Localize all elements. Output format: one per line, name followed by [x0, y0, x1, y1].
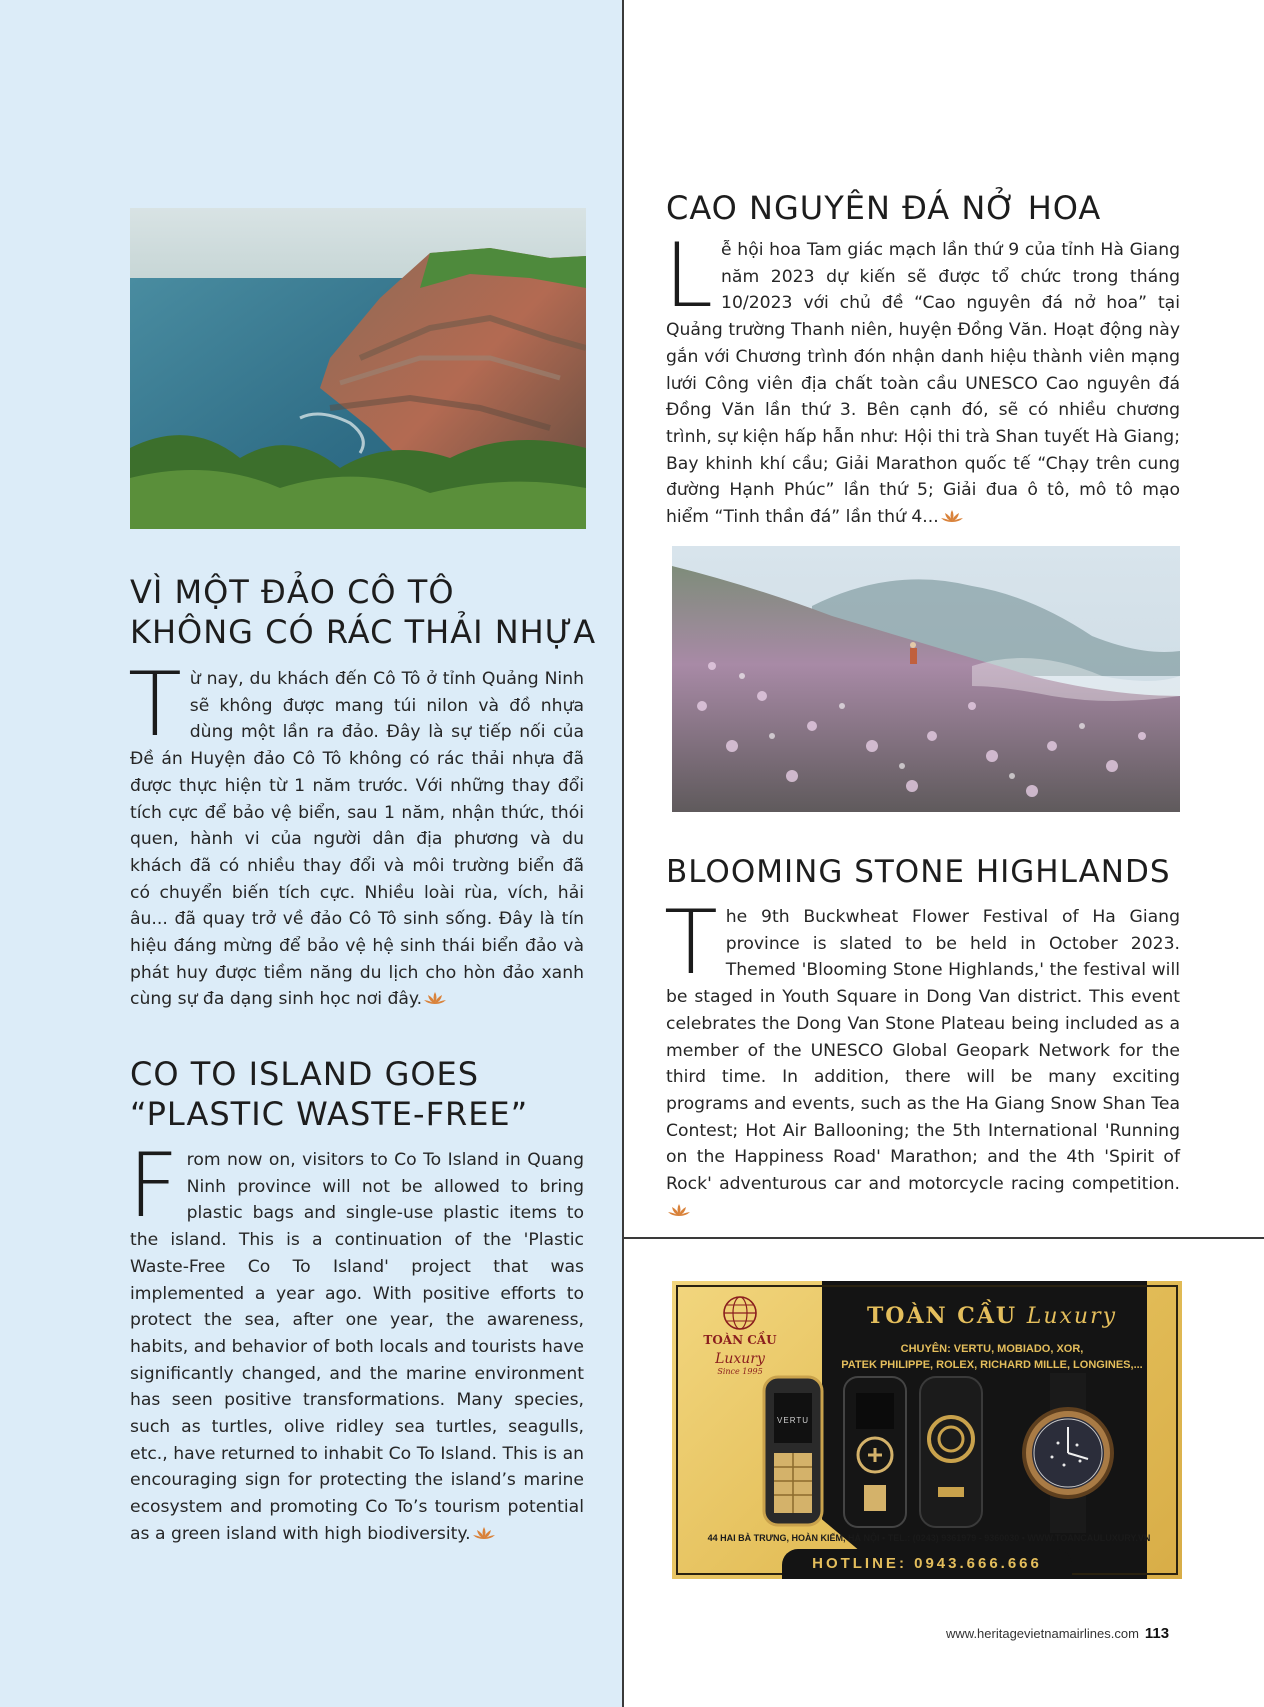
lotus-icon [473, 1526, 495, 1540]
ad-brand-script: Luxury [1026, 1304, 1118, 1329]
lotus-icon [941, 509, 963, 523]
cao-nguyen-heading: CAO NGUYÊN ĐÁ NỞ HOA [666, 189, 1102, 227]
blooming-stone-body [664, 891, 1180, 1224]
co-to-en-heading [130, 1054, 600, 1134]
co-to-en-dropcap: F [128, 1134, 179, 1237]
vertu-label: VERTU [777, 1416, 809, 1425]
co-to-en-heading-line1: CO TO ISLAND GOES [130, 1055, 480, 1093]
globe-icon [718, 1295, 762, 1331]
toan-cau-luxury-ad[interactable] [672, 1281, 1182, 1579]
ad-products [672, 1373, 1182, 1533]
co-to-vi-heading-line1: VÌ MỘT ĐẢO CÔ TÔ [130, 573, 455, 611]
blooming-stone-dropcap: T [664, 891, 718, 994]
page-footer [946, 1625, 1169, 1642]
co-to-vi-body [128, 653, 584, 1013]
ad-sub-line2: PATEK PHILIPPE, ROLEX, RICHARD MILLE, LONGINES,... [841, 1359, 1143, 1371]
cao-nguyen-text: ễ hội hoa Tam giác mạch lần thứ 9 của tỉnh Hà Giang năm 2023 dự kiến sẽ được tổ chức trong tháng 10/2023 với chủ đề “Cao nguyên đá nở hoa” tại Quảng trường Thanh niên, huyện Đồng Văn. Hoạt động này gắn với Chương trình đón nhận danh hiệu thành viên mạng lưới Công viên địa chất toàn cầu UNESCO Cao nguyên đá Đồng Văn lần thứ 3. Bên cạnh đó, sẽ có nhiều chương trình, sự kiện hấp hẫn như: Hội thi trà Shan tuyết Hà Giang; Bay khinh khí cầu; Giải Marathon quốc tế “Chạy trên cung đường Hạnh Phúc” lần thứ 5; Giải đua ô tô, mô tô mạo hiểm “Tinh thần đá” lần thứ 4... [666, 240, 1180, 528]
cao-nguyen-body [664, 224, 1180, 531]
ad-logo-top: TOÀN CẦU [703, 1333, 777, 1347]
blooming-stone-text: he 9th Buckwheat Flower Festival of Ha Giang province is slated to be held in October 2023. Themed 'Blooming Stone Highlands,' the festival will be staged in Youth Square in Dong Van district. This event celebrates the Dong Van Stone Plateau being included as a member of the UNESCO Global Geopark Network for the third time. In addition, there will be many exciting programs and events, such as the Ha Giang Snow Shan Tea Contest; Hot Air Ballooning; the 5th International 'Running on the Happiness Road' Marathon; and the 4th 'Spirit of Rock' adventurous car and motorcycle racing competition. [666, 907, 1180, 1195]
co-to-vi-heading-line2: KHÔNG CÓ RÁC THẢI NHỰA [130, 613, 597, 651]
blooming-stone-heading: BLOOMING STONE HIGHLANDS [666, 854, 1171, 890]
page-number: 113 [1144, 1625, 1170, 1642]
footer-url[interactable]: www.heritagevietnamairlines.com [946, 1626, 1139, 1641]
ad-logo [684, 1295, 796, 1376]
lotus-icon [424, 991, 446, 1005]
ad-logo-since: Since 1995 [717, 1367, 763, 1376]
ad-brand: TOÀN CẦU [866, 1303, 1018, 1329]
co-to-coast-photo [130, 208, 586, 529]
section-divider [622, 1237, 1264, 1239]
cao-nguyen-dropcap: L [664, 224, 714, 327]
lotus-icon [668, 1203, 690, 1217]
ad-sub-line1: CHUYÊN: VERTU, MOBIADO, XOR, [900, 1343, 1084, 1355]
column-divider [622, 0, 624, 1707]
watch-image [1024, 1373, 1112, 1533]
ad-brand-title [842, 1303, 1142, 1329]
ad-subtitle [837, 1341, 1147, 1373]
ad-address: 44 HAI BÀ TRƯNG, HOÀN KIẾM, HÀ NỘI • TEL.: (0243) 9361979 - 9360030 • WWW.TOANCAULUXURY.VN [707, 1533, 1151, 1543]
ad-hotline[interactable]: HOTLINE: 0943.666.666 [782, 1549, 1072, 1579]
black-phone-image [920, 1377, 982, 1527]
co-to-en-text: rom now on, visitors to Co To Island in Quang Ninh province will not be allowed to bring plastic bags and single-use plastic items to the island. This is a continuation of the 'Plastic Waste-Free Co To Island' project that was implemented a year ago. With positive efforts to protect the sea, after one year, the awareness, habits, and behavior of both locals and tourists have significantly changed, and the marine environment has seen positive transformations. Many species, such as turtles, olive ridley sea turtles, seagulls, etc., have returned to inhabit Co To Island. This is an encouraging sign for protecting the island’s marine ecosystem and promoting Co To’s tourism potential as a green island with high biodiversity. [130, 1150, 584, 1544]
ad-logo-script: Luxury [715, 1351, 765, 1367]
co-to-vi-text: ừ nay, du khách đến Cô Tô ở tỉnh Quảng Ninh sẽ không được mang túi nilon và đồ nhựa dùng một lần ra đảo. Đây là sự tiếp nối của Đề án Huyện đảo Cô Tô không có rác thải nhựa đã được thực hiện từ 1 năm trước. Với những thay đổi tích cực để bảo vệ biển, sau 1 năm, nhận thức, thói quen, hành vi của người dân địa phương và du khách đã có nhiều thay đổi và môi trường biển đã có chuyển biến tích cực. Nhiều loài rùa, vích, hải âu... đã quay trở về đảo Cô Tô sinh sống. Đây là tín hiệu đáng mừng để bảo vệ hệ sinh thái biển đảo và phát huy được tiềm năng du lịch cho hòn đảo xanh cùng sự đa dạng sinh học nơi đây. [130, 669, 584, 1010]
co-to-vi-heading [130, 572, 600, 652]
co-to-en-heading-line2: “PLASTIC WASTE-FREE” [130, 1095, 529, 1133]
co-to-vi-dropcap: T [128, 653, 182, 756]
gold-phone-image [844, 1377, 906, 1527]
vertu-phone-image [764, 1377, 822, 1525]
buckwheat-flowers-photo [672, 546, 1180, 812]
co-to-en-body [128, 1134, 584, 1548]
